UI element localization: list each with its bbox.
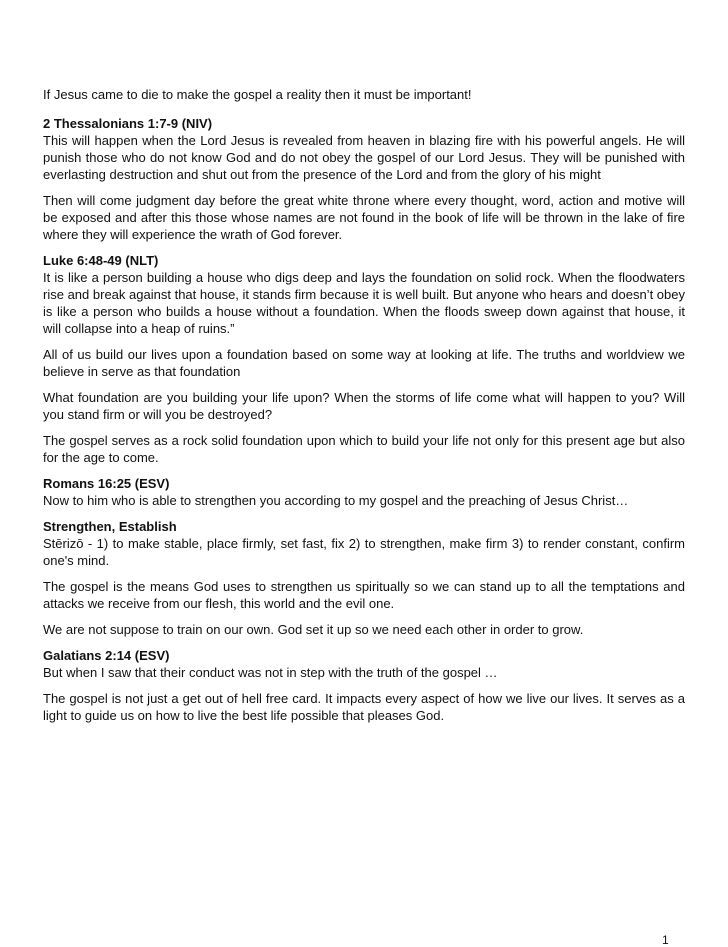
paragraph-text: Then will come judgment day before the great white throne where every thought, word, action and motive will be exposed and after this those whose names are not found in the book of life will be thrown in the lake of fire where they will experience the wrath of God forever.	[43, 193, 685, 242]
scripture-block	[43, 252, 685, 337]
scripture-reference: Romans 16:25 (ESV)	[43, 476, 170, 491]
paragraph-text: The gospel is the means God uses to strengthen us spiritually so we can stand up to all the temptations and attacks we receive from our flesh, this world and the evil one.	[43, 579, 685, 611]
scripture-text: This will happen when the Lord Jesus is revealed from heaven in blazing fire with his powerful angels. He will punish those who do not know God and do not obey the gospel of our Lord Jesus. They will be punished with everlasting destruction and shut out from the presence of the Lord and from the glory of his might	[43, 133, 685, 182]
scripture-text: It is like a person building a house who digs deep and lays the foundation on solid rock. When the floodwaters rise and break against that house, it stands firm because it is well built. But anyone who hears and doesn’t obey is like a person who builds a house without a foundation. When the floods sweep down against that house, it will collapse into a heap of ruins.”	[43, 270, 685, 336]
page-number: 1	[662, 933, 669, 947]
paragraph	[43, 621, 685, 638]
definition-heading: Strengthen, Establish	[43, 519, 177, 534]
scripture-reference: Galatians 2:14 (ESV)	[43, 648, 170, 663]
paragraph	[43, 346, 685, 380]
paragraph	[43, 86, 685, 103]
paragraph-text: The gospel serves as a rock solid foundation upon which to build your life not only for this present age but also for the age to come.	[43, 433, 685, 465]
paragraph-text: The gospel is not just a get out of hell free card. It impacts every aspect of how we live our lives. It serves as a light to guide us on how to live the best life possible that pleases God.	[43, 691, 685, 723]
paragraph-text: If Jesus came to die to make the gospel a reality then it must be important!	[43, 87, 472, 102]
definition-block	[43, 518, 685, 569]
paragraph	[43, 432, 685, 466]
paragraph	[43, 389, 685, 423]
scripture-reference: Luke 6:48-49 (NLT)	[43, 253, 159, 268]
paragraph-text: All of us build our lives upon a foundation based on some way at looking at life. The truths and worldview we believe in serve as that foundation	[43, 347, 685, 379]
scripture-block	[43, 475, 685, 509]
document-body	[43, 86, 685, 733]
paragraph-text: We are not suppose to train on our own. God set it up so we need each other in order to grow.	[43, 622, 584, 637]
paragraph	[43, 690, 685, 724]
definition-text: Stērizō - 1) to make stable, place firmly, set fast, fix 2) to strengthen, make firm 3) to render constant, confirm one's mind.	[43, 536, 685, 568]
scripture-reference: 2 Thessalonians 1:7-9 (NIV)	[43, 116, 213, 131]
paragraph	[43, 192, 685, 243]
scripture-text: But when I saw that their conduct was not in step with the truth of the gospel …	[43, 665, 498, 680]
paragraph	[43, 578, 685, 612]
paragraph-text: What foundation are you building your life upon? When the storms of life come what will happen to you? Will you stand firm or will you be destroyed?	[43, 390, 685, 422]
scripture-block	[43, 115, 685, 183]
scripture-block	[43, 647, 685, 681]
scripture-text: Now to him who is able to strengthen you according to my gospel and the preaching of Jesus Christ…	[43, 493, 629, 508]
